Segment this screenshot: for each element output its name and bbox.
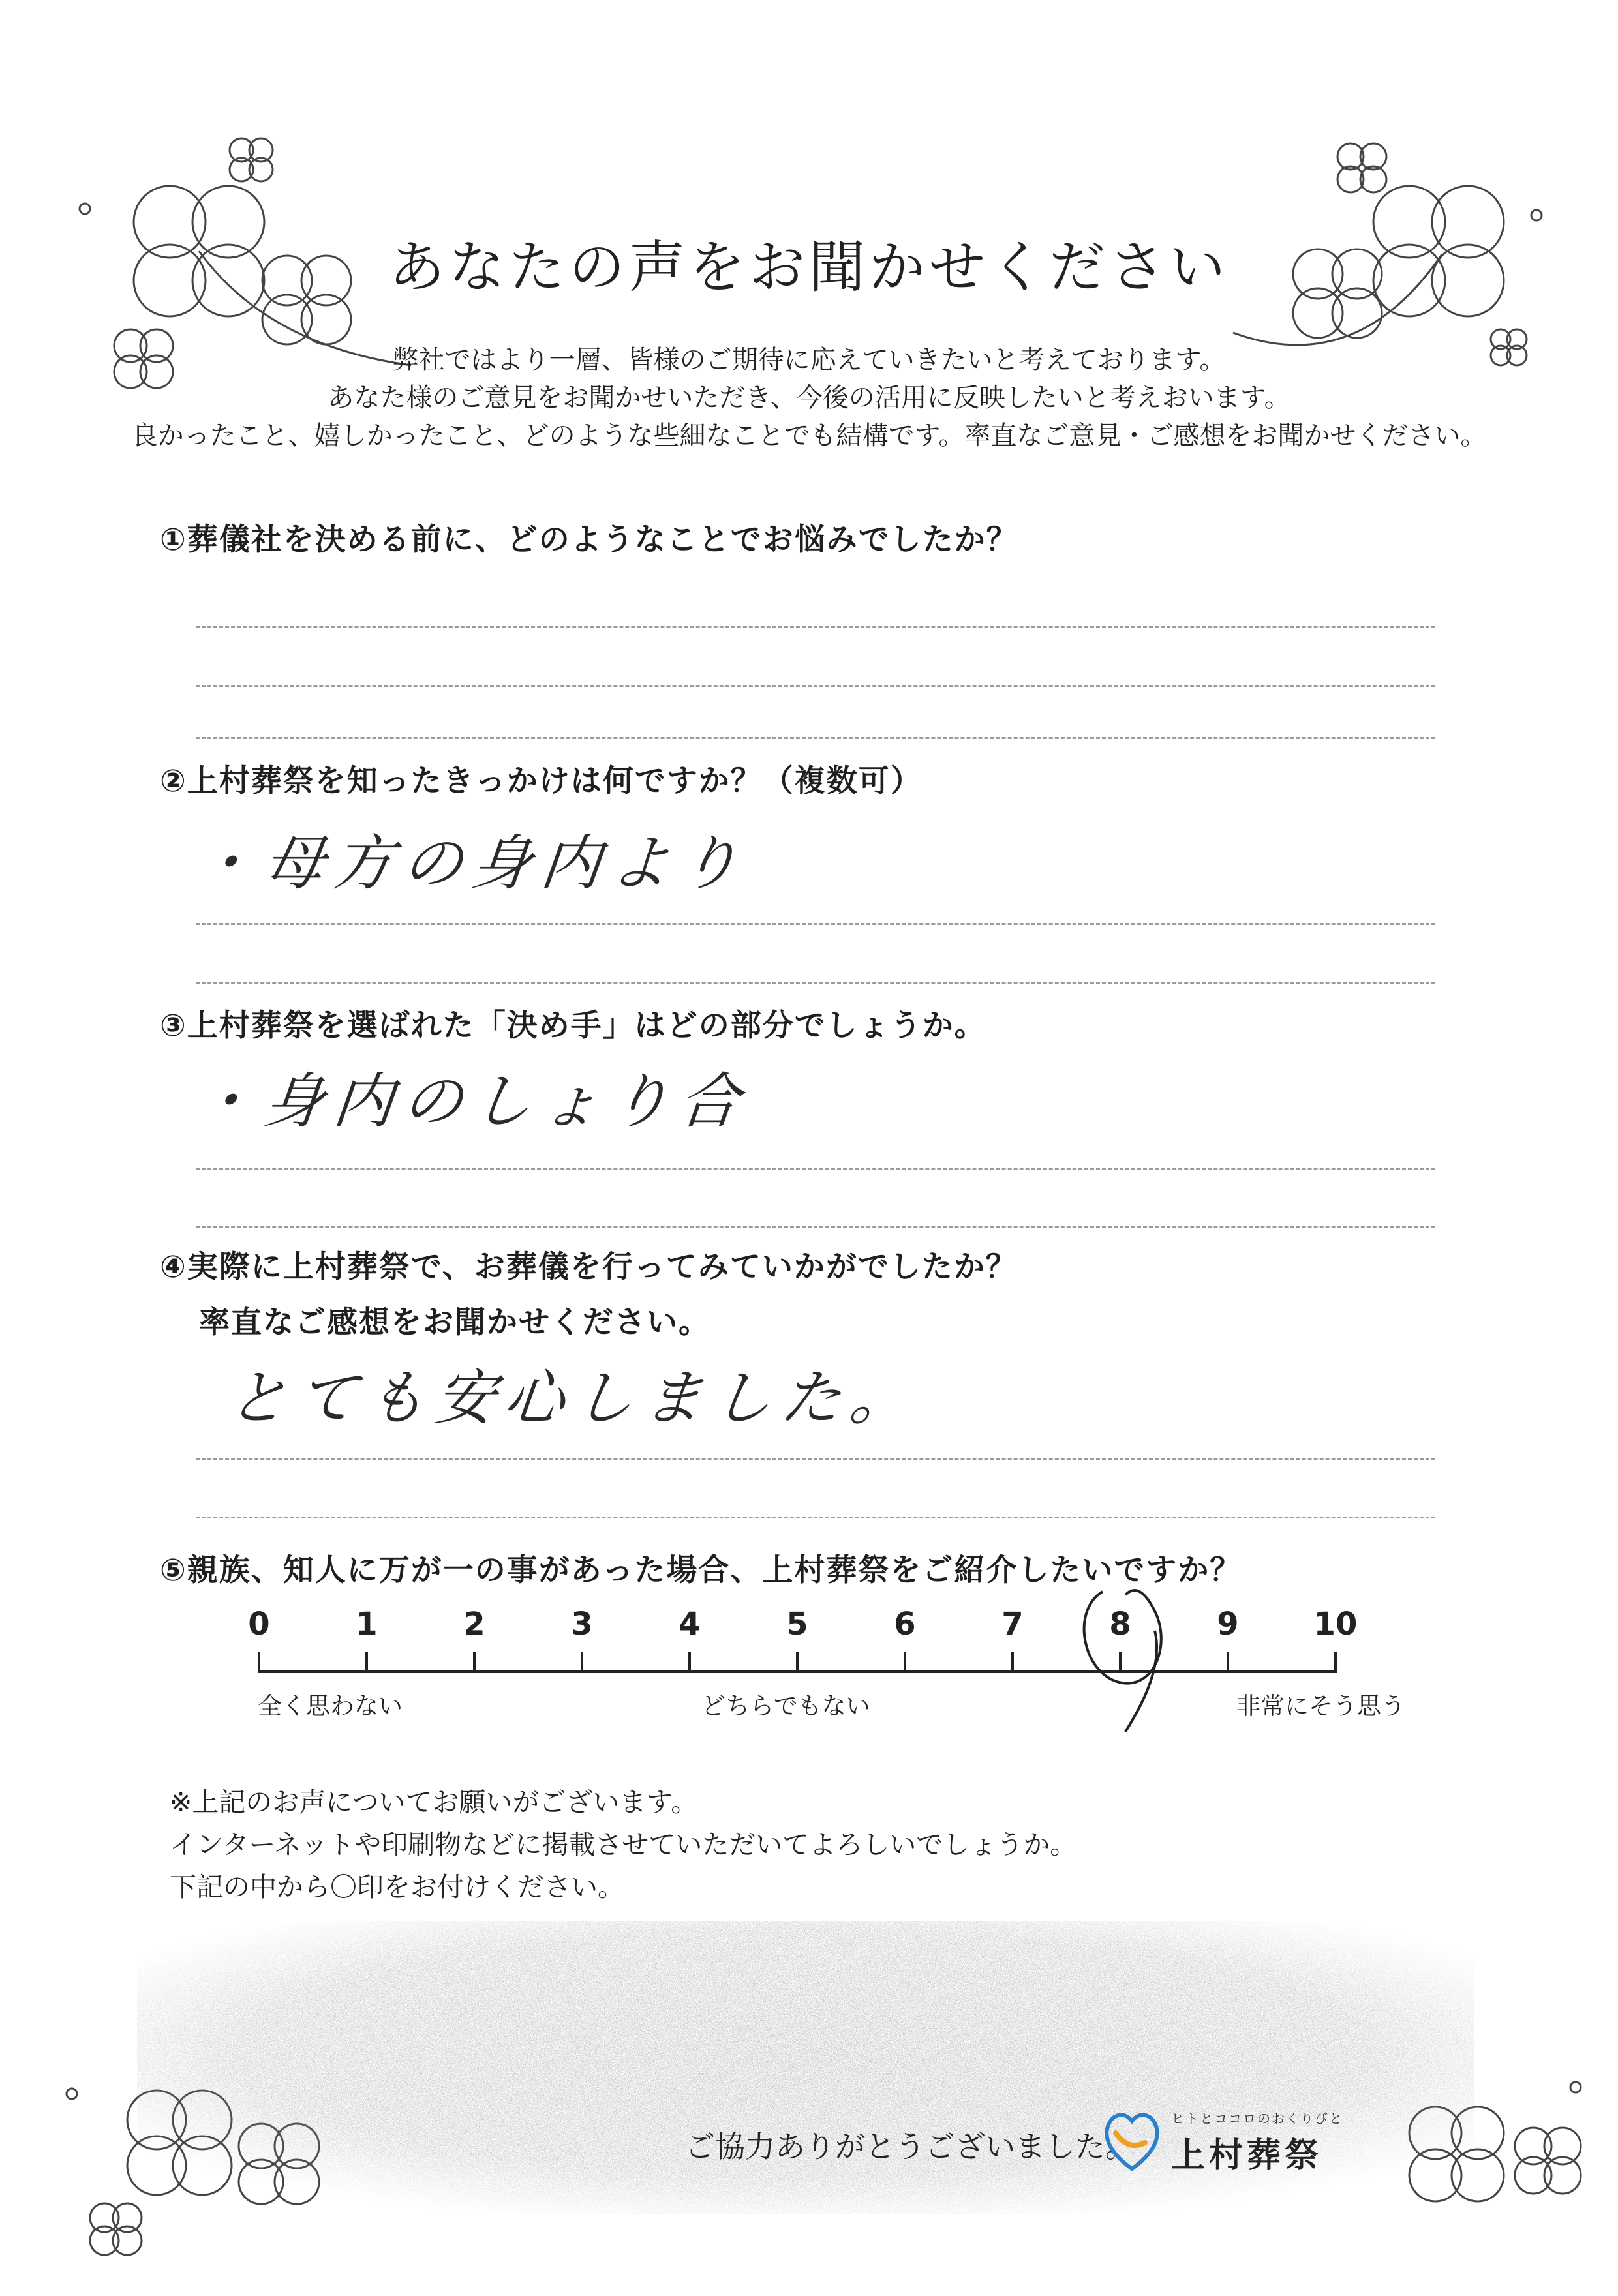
brand-logo-icon [1103, 2107, 1161, 2172]
scale-max-label: 非常にそう思う [1236, 1692, 1405, 1720]
scale-tick-10 [1334, 1652, 1337, 1671]
notice-line-2: インターネットや印刷物などに掲載させていただいてよろしいでしょうか。 [170, 1829, 1077, 1860]
question-5-label: ⑤親族、知人に万が一の事があった場合、上村葬祭をご紹介したいですか？ [160, 1552, 1242, 1588]
question-4-label: ④実際に上村葬祭で、お葬儀を行ってみていかがでしたか？ [160, 1249, 1018, 1285]
answer-line [196, 1517, 1435, 1518]
question-2-answer[interactable]: ・母方の身内より [191, 828, 752, 898]
scale-tick-1 [365, 1652, 368, 1671]
scale-number-1[interactable]: 1 [356, 1606, 378, 1642]
scale-number-6[interactable]: 6 [894, 1606, 916, 1642]
intro-line-1: 弊社ではより一層、皆様のご期待に応えていきたいと考えております。 [392, 345, 1226, 375]
answer-line [196, 685, 1435, 687]
answer-line [196, 1226, 1435, 1228]
scale-tick-0 [258, 1652, 260, 1671]
question-4-answer[interactable]: とても安心しました。 [224, 1363, 923, 1433]
scale-number-10[interactable]: 10 [1313, 1606, 1358, 1642]
selected-rating-circle [1057, 1572, 1200, 1742]
scale-number-9[interactable]: 9 [1217, 1606, 1239, 1642]
question-2-label: ②上村葬祭を知ったきっかけは何ですか？（複数可） [160, 763, 923, 799]
intro-line-3: 良かったこと、嬉しかったこと、どのような些細なことでも結構です。率直なご意見・ご感想をお聞かせください。 [131, 421, 1487, 451]
scale-number-3[interactable]: 3 [571, 1606, 593, 1642]
question-1-label: ①葬儀社を決める前に、どのようなことでお悩みでしたか？ [160, 522, 1018, 558]
scale-tick-2 [473, 1652, 476, 1671]
brand-tagline: ヒトとココロのおくりびと [1171, 2111, 1343, 2126]
answer-line [196, 1168, 1435, 1170]
intro-line-2: あなた様のご意見をお聞かせいただき、今後の活用に反映したいと考えおいます。 [328, 383, 1290, 413]
scale-tick-3 [581, 1652, 583, 1671]
brand-name: 上村葬祭 [1171, 2136, 1323, 2175]
scale-number-5[interactable]: 5 [786, 1606, 808, 1642]
scale-number-0[interactable]: 0 [248, 1606, 270, 1642]
scale-tick-6 [904, 1652, 906, 1671]
notice-line-3: 下記の中から〇印をお付けください。 [170, 1871, 624, 1903]
answer-line [196, 737, 1435, 739]
answer-line [196, 923, 1435, 925]
scale-tick-7 [1011, 1652, 1014, 1671]
answer-line [196, 982, 1435, 984]
notice-line-1: ※上記のお声についてお願いがございます。 [170, 1787, 698, 1818]
thanks-message: ご協力ありがとうございました。 [685, 2129, 1135, 2164]
page-title: あなたの声をお聞かせください [389, 235, 1229, 300]
question-4-label-2: 率直なご感想をお聞かせください。 [199, 1305, 710, 1340]
scale-tick-9 [1227, 1652, 1229, 1671]
answer-line [196, 1458, 1435, 1460]
scale-number-4[interactable]: 4 [679, 1606, 701, 1642]
scale-tick-5 [796, 1652, 799, 1671]
scale-number-2[interactable]: 2 [463, 1606, 485, 1642]
scale-tick-4 [688, 1652, 691, 1671]
scale-number-7[interactable]: 7 [1001, 1606, 1024, 1642]
scale-min-label: 全く思わない [258, 1692, 403, 1720]
answer-line [196, 626, 1435, 628]
question-3-answer[interactable]: ・身内のしょり合 [191, 1066, 752, 1136]
scale-number-8[interactable]: 8 [1109, 1606, 1131, 1642]
scale-mid-label: どちらでもない [701, 1692, 870, 1720]
question-3-label: ③上村葬祭を選ばれた「決め手」はどの部分でしょうか。 [160, 1008, 986, 1044]
